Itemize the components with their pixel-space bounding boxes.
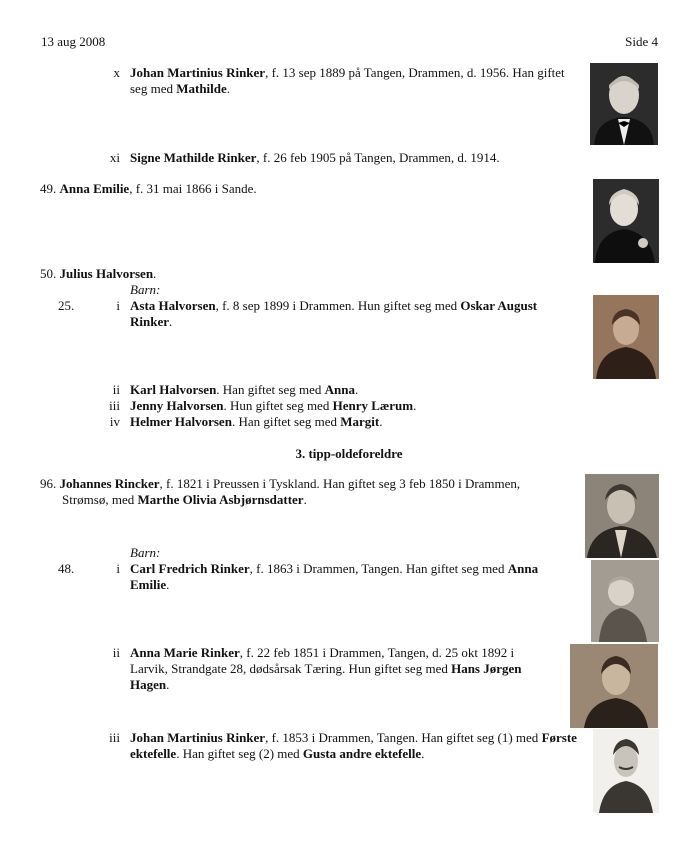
entry-number: 96. — [40, 476, 60, 491]
person-name: Signe Mathilde Rinker — [130, 150, 257, 165]
entry-number: i — [116, 298, 120, 313]
entry-number: ii — [112, 645, 120, 660]
entry-text: . Han giftet seg med — [216, 382, 325, 397]
section-heading-text: 3. tipp-oldeforeldre — [295, 446, 403, 461]
entry-line — [130, 298, 537, 314]
entry-line — [130, 414, 382, 430]
portrait-photo — [585, 474, 659, 558]
spouse-name: Hans Jørgen — [451, 661, 522, 676]
entry-line — [130, 746, 424, 762]
spouse-name: Anna — [324, 382, 355, 397]
person-name: Jenny Halvorsen — [130, 398, 224, 413]
entry-punct: . — [413, 398, 417, 413]
entry-number: iii — [109, 398, 120, 413]
entry-punct: . — [226, 81, 231, 96]
entry-punct: . — [153, 266, 157, 281]
entry-punct: . — [421, 746, 425, 761]
entry-line — [130, 150, 500, 166]
portrait-photo — [591, 560, 659, 642]
person-name: Johannes Rincker — [59, 476, 160, 491]
entry-punct: . — [166, 677, 170, 692]
header-date: 13 aug 2008 — [41, 34, 106, 49]
entry-number: 50. — [40, 266, 60, 281]
spouse-name: Mathilde — [176, 81, 227, 96]
spouse-name: Gusta andre ektefelle — [302, 746, 422, 761]
header-page-number: Side 4 — [625, 34, 658, 49]
entry-punct: . — [166, 577, 170, 592]
person-name: Helmer Halvorsen — [130, 414, 232, 429]
entry-text: , f. 22 feb 1851 i Drammen, Tangen, d. 25 okt 1892 i — [239, 645, 515, 660]
entry-text: , f. 8 sep 1899 i Drammen. Hun giftet seg med — [215, 298, 461, 313]
entry-line — [130, 661, 522, 677]
children-label-text: Barn: — [130, 282, 161, 297]
portrait-photo — [593, 295, 659, 379]
entry-line — [40, 181, 257, 197]
person-name: Asta Halvorsen — [130, 298, 216, 313]
generation-number: 25. — [58, 298, 75, 313]
entry-line — [130, 645, 514, 661]
person-name: Johan Martinius Rinker — [130, 65, 266, 80]
entry-punct: . — [303, 492, 307, 507]
entry-punct: . — [169, 314, 173, 329]
entry-text: , f. 26 feb 1905 på Tangen, Drammen, d. 1914. — [256, 150, 500, 165]
entry-line — [40, 266, 156, 282]
spouse-name: Anna — [507, 561, 539, 576]
spouse-name: ektefelle — [130, 746, 177, 761]
entry-line — [130, 730, 577, 746]
spouse-name: Marthe Olivia Asbjørnsdatter — [137, 492, 304, 507]
spouse-name: Rinker — [130, 314, 169, 329]
entry-text: , f. 1853 i Drammen, Tangen. Han giftet seg (1) med — [265, 730, 542, 745]
children-label-text: Barn: — [130, 545, 161, 560]
section-heading — [0, 446, 698, 462]
entry-line — [130, 382, 358, 398]
entry-number: iv — [109, 414, 120, 429]
entry-number: iii — [109, 730, 120, 745]
spouse-name: Første — [541, 730, 577, 745]
portrait-photo — [590, 63, 658, 145]
entry-text: . Han giftet seg (2) med — [176, 746, 303, 761]
portrait-photo — [593, 179, 659, 263]
entry-punct: . — [354, 382, 359, 397]
children-label — [130, 282, 160, 298]
entry-line — [130, 677, 169, 693]
entry-number: xi — [109, 150, 120, 165]
children-label — [130, 545, 160, 561]
portrait-photo — [593, 729, 659, 813]
entry-line — [62, 492, 307, 508]
entry-number: 49. — [40, 181, 60, 196]
entry-text: , f. 31 mai 1866 i Sande. — [129, 181, 257, 196]
spouse-name: Henry Lærum — [332, 398, 414, 413]
entry-text: . Hun giftet seg med — [223, 398, 333, 413]
entry-text: . Han giftet seg med — [231, 414, 341, 429]
person-name: Karl Halvorsen — [130, 382, 217, 397]
person-name: Anna Marie Rinker — [130, 645, 240, 660]
entry-text: seg med — [130, 81, 177, 96]
entry-line — [130, 398, 416, 414]
entry-line — [130, 561, 538, 577]
spouse-name: Hagen — [130, 677, 167, 692]
generation-number: 48. — [58, 561, 75, 576]
entry-text: , f. 1821 i Preussen i Tyskland. Han giftet seg 3 feb 1850 i Drammen, — [159, 476, 521, 491]
entry-number: i — [116, 561, 120, 576]
person-name: Julius Halvorsen — [59, 266, 154, 281]
spouse-name: Oskar August — [460, 298, 538, 313]
entry-text: Strømsø, med — [62, 492, 138, 507]
entry-text: Larvik, Strandgate 28, dødsårsak Tæring. Hun giftet seg med — [130, 661, 452, 676]
entry-line — [130, 65, 565, 81]
entry-line — [130, 577, 169, 593]
person-name: Carl Fredrich Rinker — [130, 561, 250, 576]
entry-punct: . — [379, 414, 383, 429]
entry-line — [130, 81, 230, 97]
person-name: Anna Emilie — [59, 181, 130, 196]
entry-line — [40, 476, 520, 492]
portrait-photo — [570, 644, 658, 728]
entry-number: x — [113, 65, 120, 80]
entry-number: ii — [112, 382, 120, 397]
person-name: Johan Martinius Rinker — [130, 730, 266, 745]
spouse-name: Margit — [340, 414, 380, 429]
entry-line — [130, 314, 172, 330]
entry-text: , f. 1863 i Drammen, Tangen. Han giftet seg med — [249, 561, 508, 576]
spouse-name: Emilie — [130, 577, 167, 592]
entry-text: , f. 13 sep 1889 på Tangen, Drammen, d. 1956. Han giftet — [265, 65, 565, 80]
